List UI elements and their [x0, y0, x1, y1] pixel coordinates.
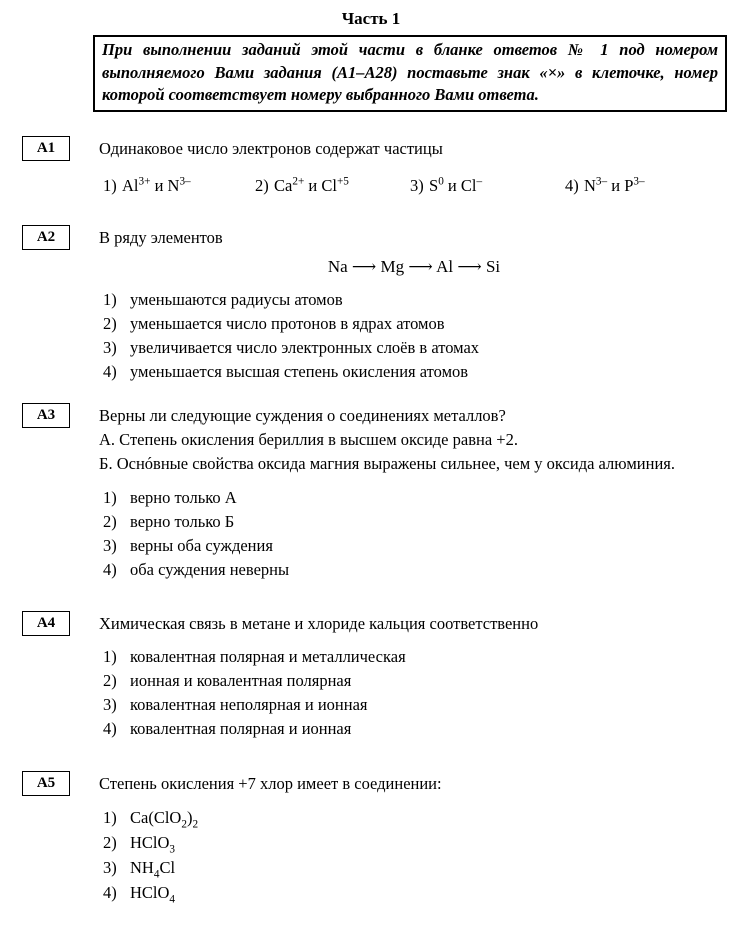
option-text: ковалентная полярная и металлическая [130, 646, 406, 666]
question-row [0, 225, 742, 250]
option-text: $Ca(ClO_2)_2$ [130, 807, 199, 830]
option-number: 3) [103, 337, 117, 357]
option-item [103, 534, 742, 558]
option-text: $Ca^{2+}$ и $Cl^{+5}$ [274, 175, 349, 195]
question-block-a5 [0, 771, 742, 905]
option-number: 3) [103, 694, 117, 714]
option-item [103, 880, 742, 905]
option-number: 1) [103, 487, 117, 507]
option-text: оба суждения неверны [130, 559, 290, 579]
option-number: 4) [103, 882, 117, 902]
options-list-a5 [103, 805, 742, 905]
question-label-a3: А3 [22, 403, 70, 428]
option-item [103, 558, 742, 582]
option-item [103, 669, 742, 693]
option-text: ионная и ковалентная полярная [130, 670, 352, 690]
question-row [0, 611, 742, 636]
option-number: 3) [103, 857, 117, 877]
option-number: 2) [103, 313, 117, 333]
option-number: 4) [565, 175, 579, 195]
option-item [103, 830, 742, 855]
option-number: 1) [103, 807, 117, 827]
question-label-a4: А4 [22, 611, 70, 636]
option-number: 3) [103, 535, 117, 555]
question-text-a3 [99, 403, 727, 477]
option-text: уменьшаются радиусы атомов [130, 289, 343, 309]
option-item [103, 805, 742, 830]
option-number: 2) [103, 832, 117, 852]
question-text: Верны ли следующие суждения о соединениях металлов? [99, 405, 506, 425]
option-text: верно только Б [130, 511, 235, 531]
option-text: $Al^{3+}$ и $N^{3-}$ [122, 175, 191, 195]
question-block-a2 [0, 225, 742, 384]
question-block-a4 [0, 611, 742, 741]
option-text: HClO$_3$ [130, 832, 176, 855]
question-block-a3 [0, 403, 742, 582]
option-item [255, 173, 410, 198]
question-text-a1: Одинаковое число электронов содержат частицы [99, 138, 443, 158]
option-number: 2) [255, 175, 269, 195]
option-number: 2) [103, 511, 117, 531]
question-label-a2: А2 [22, 225, 70, 250]
option-number: 1) [103, 646, 117, 666]
option-item [103, 336, 742, 360]
question-text-a2: В ряду элементов [99, 227, 223, 247]
option-item [103, 717, 742, 741]
option-item [103, 288, 742, 312]
options-list-a3 [103, 486, 742, 582]
option-text: $NH_4Cl$ [130, 857, 176, 880]
question-row [0, 403, 742, 477]
options-row-a1 [103, 173, 742, 198]
question-block-a1 [0, 136, 742, 198]
option-number: 1) [103, 175, 117, 195]
statement-b: Б. Оснóвные свойства оксида магния выражены сильнее, чем у оксида алюминия. [99, 454, 675, 473]
option-text: верны оба суждения [130, 535, 273, 555]
option-item [103, 312, 742, 336]
option-text: верно только А [130, 487, 237, 507]
option-number: 3) [410, 175, 424, 195]
element-series-formula: Na ⟶ Mg ⟶ Al ⟶ Si [327, 256, 501, 276]
options-list-a4 [103, 645, 742, 741]
option-text: увеличивается число электронных слоёв в атомах [130, 337, 480, 357]
question-row [0, 136, 742, 161]
instruction-text: При выполнении заданий этой части в бланке ответов № 1 под номером выполняемого Вами задания (А1–А28) поставьте знак «×» в клеточке, номер которой соответствует номеру выбранного Вами ответа. [102, 40, 718, 104]
exam-page [0, 9, 742, 947]
instruction-box [93, 35, 727, 112]
option-text: HClO$_4$ [130, 882, 176, 905]
option-text: уменьшается высшая степень окисления атомов [130, 361, 469, 381]
option-item [103, 360, 742, 384]
option-number: 4) [103, 361, 117, 381]
option-item [103, 510, 742, 534]
question-text-a4: Химическая связь в метане и хлориде кальция соответственно [99, 613, 539, 633]
option-item [103, 173, 255, 198]
option-number: 2) [103, 670, 117, 690]
option-text: $S^0$ и Cl– [429, 175, 483, 195]
page-title: Часть 1 [341, 9, 401, 28]
question-label-a5: А5 [22, 771, 70, 796]
option-item [565, 173, 645, 198]
option-item [103, 486, 742, 510]
option-item [103, 855, 742, 880]
option-item [103, 645, 742, 669]
option-number: 4) [103, 718, 117, 738]
question-row [0, 771, 742, 796]
statement-a: А. Степень окисления бериллия в высшем оксиде равна +2. [99, 429, 518, 449]
question-text-a5: Степень окисления +7 хлор имеет в соединении: [99, 773, 442, 793]
option-number: 4) [103, 559, 117, 579]
option-number: 1) [103, 289, 117, 309]
option-item [410, 173, 565, 198]
option-text: ковалентная неполярная и ионная [130, 694, 368, 714]
option-text: ковалентная полярная и ионная [130, 718, 352, 738]
options-list-a2 [103, 288, 742, 384]
question-label-a1: А1 [22, 136, 70, 161]
option-text: уменьшается число протонов в ядрах атомов [130, 313, 445, 333]
option-text: $N^{3-}$ и $P^{3-}$ [584, 175, 645, 195]
option-item [103, 693, 742, 717]
